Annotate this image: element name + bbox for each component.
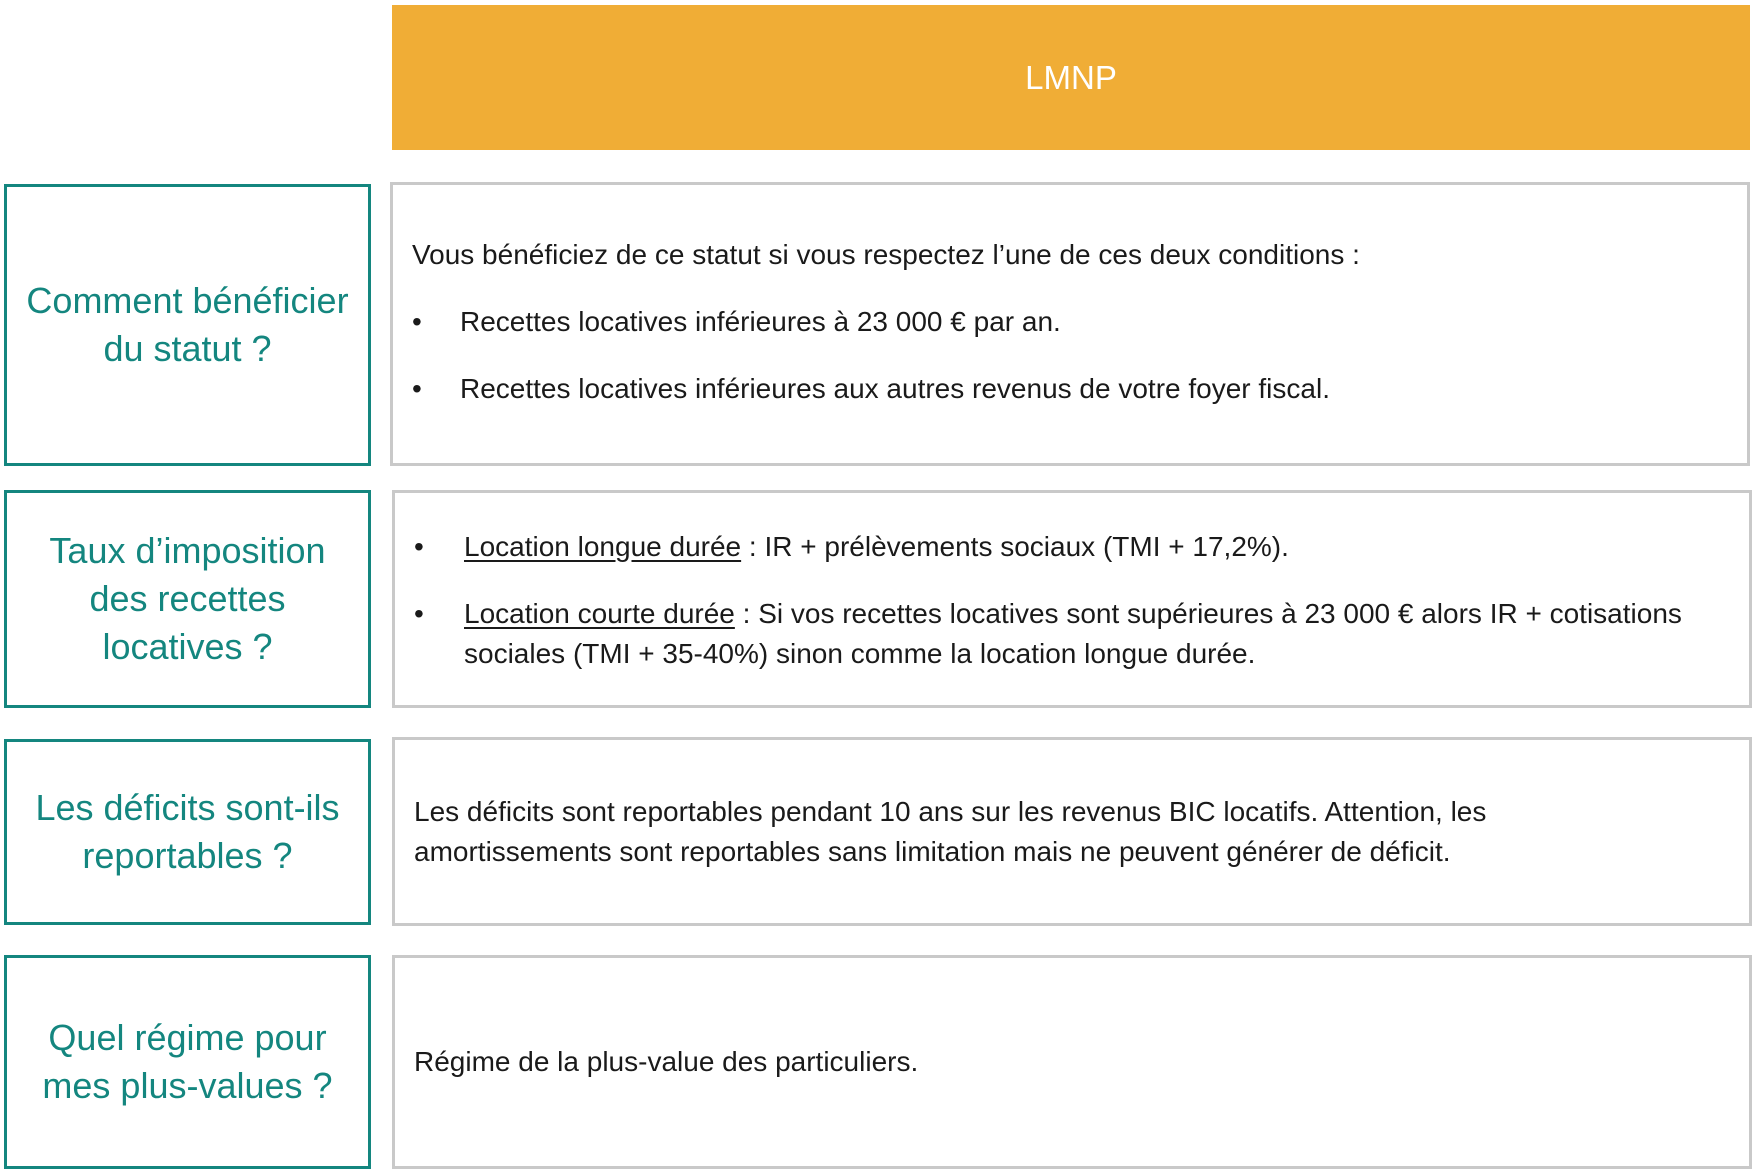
short-term-rental-label: Location courte durée bbox=[464, 598, 735, 629]
long-term-rental-label: Location longue durée bbox=[464, 531, 742, 562]
lmnp-header bbox=[392, 5, 1750, 150]
bullet-icon: • bbox=[412, 306, 422, 337]
answer-eligibility bbox=[390, 182, 1750, 466]
question-capital-gains bbox=[4, 955, 371, 1169]
answer-tax-rate bbox=[392, 490, 1752, 708]
long-term-rental-text: : IR + prélèvements sociaux (TMI + 17,2%). bbox=[741, 531, 1289, 562]
bullet-icon: • bbox=[414, 598, 424, 629]
answer-eligibility-bullet-2: Recettes locatives inférieures aux autres revenus de votre foyer fiscal. bbox=[460, 373, 1330, 404]
list-item bbox=[414, 527, 1699, 567]
question-tax-rate bbox=[4, 490, 371, 708]
short-term-rental-text: : Si vos recettes locatives sont supérieures à 23 000 € alors IR + cotisations sociales (TMI + 35-40%) sinon comme la location longue durée. bbox=[464, 598, 1682, 669]
list-item bbox=[412, 369, 1707, 409]
question-tax-rate-text: Taux d’imposition des recettes locatives ? bbox=[49, 530, 326, 667]
bullet-icon: • bbox=[414, 531, 424, 562]
question-eligibility bbox=[4, 184, 371, 466]
answer-eligibility-bullet-1: Recettes locatives inférieures à 23 000 € par an. bbox=[460, 306, 1061, 337]
answer-deficits-text: Les déficits sont reportables pendant 10 ans sur les revenus BIC locatifs. Attention, les amortissements sont reportables sans limitation mais ne peuvent générer de déficit. bbox=[414, 795, 1487, 867]
answer-capital-gains-text: Régime de la plus-value des particuliers. bbox=[414, 1046, 919, 1077]
header-title: LMNP bbox=[1025, 58, 1117, 96]
bullet-icon: • bbox=[412, 373, 422, 404]
answer-capital-gains bbox=[392, 955, 1752, 1169]
answer-eligibility-intro: Vous bénéficiez de ce statut si vous respectez l’une de ces deux conditions : bbox=[412, 239, 1360, 270]
question-deficits-text: Les déficits sont-ils reportables ? bbox=[35, 787, 340, 876]
answer-deficits bbox=[392, 737, 1752, 926]
question-eligibility-text: Comment bénéficier du statut ? bbox=[26, 280, 349, 369]
list-item bbox=[414, 594, 1699, 674]
question-capital-gains-text: Quel régime pour mes plus-values ? bbox=[42, 1017, 333, 1106]
question-deficits bbox=[4, 739, 371, 925]
list-item bbox=[412, 302, 1707, 342]
